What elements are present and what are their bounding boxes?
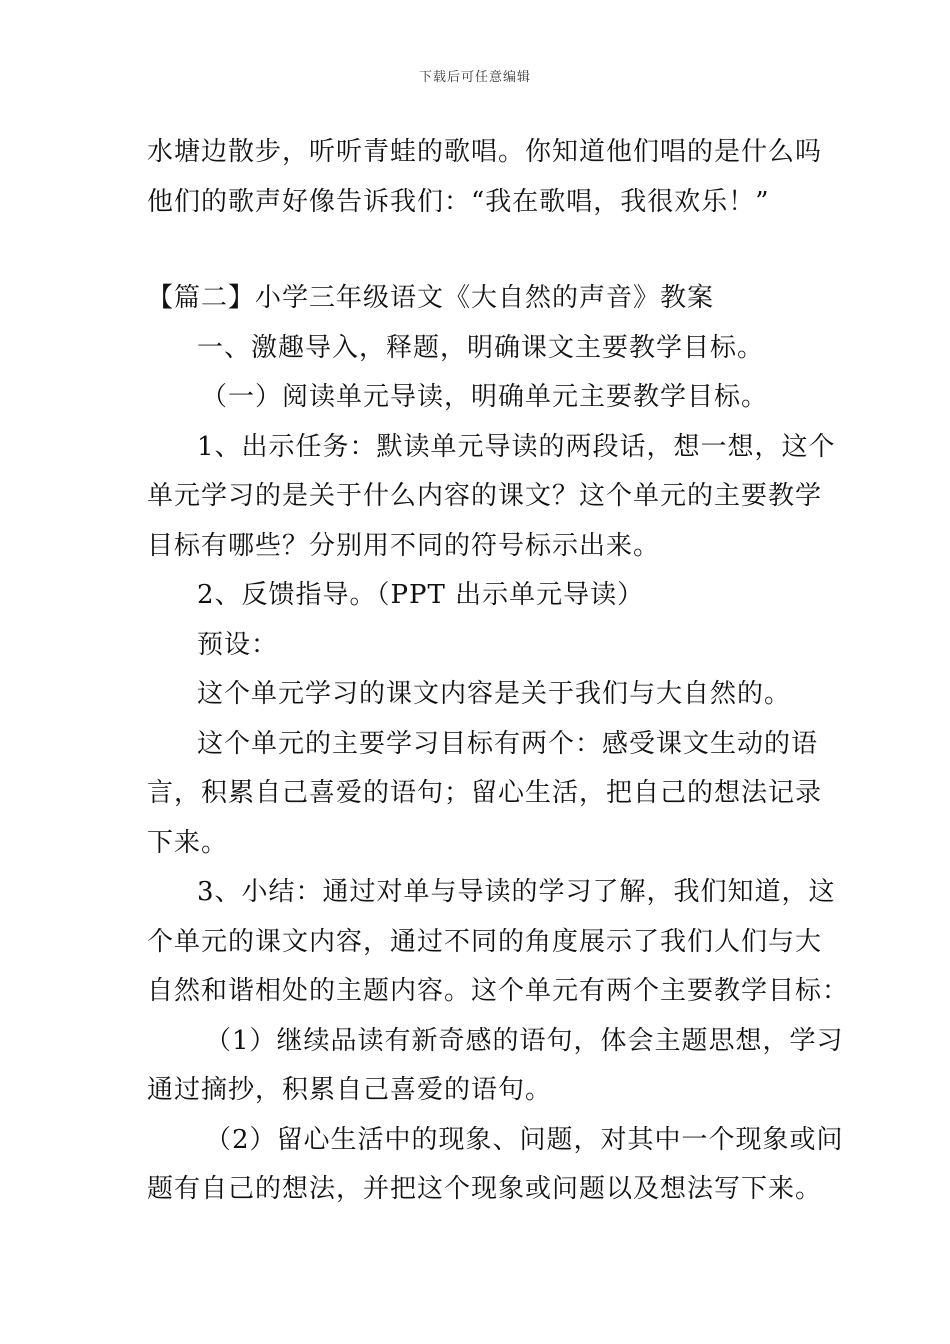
page-header: 下载后可任意编辑 [418, 70, 531, 85]
paragraph-line: 自然和谐相处的主题内容。这个单元有两个主要教学目标： [147, 976, 850, 1006]
section-title: 【篇二】小学三年级语文《大自然的声音》教案 [147, 283, 715, 313]
paragraph-line: 这个单元学习的课文内容是关于我们与大自然的。 [197, 679, 792, 709]
paragraph-line: 下来。 [147, 827, 229, 858]
paragraph-line: 1、出示任务：默读单元导读的两段话，想一想，这个 [197, 431, 836, 462]
paragraph-line: （一）阅读单元导读，明确单元主要教学目标。 [201, 382, 769, 412]
paragraph-line: 目标有哪些？分别用不同的符号标示出来。 [147, 530, 661, 561]
paragraph-line: 个单元的课文内容，通过不同的角度展示了我们人们与大 [147, 926, 823, 957]
paragraph-line: 2、反馈指导。（PPT 出示单元导读） [197, 580, 645, 610]
paragraph-line: 预设： [197, 629, 279, 660]
paragraph-line: （2）留心生活中的现象、问题，对其中一个现象或问 [205, 1124, 844, 1155]
paragraph-line: 这个单元的主要学习目标有两个：感受课文生动的语 [197, 728, 819, 759]
paragraph-line: （1）继续品读有新奇感的语句，体会主题思想，学习 [205, 1025, 844, 1056]
document-body [147, 128, 850, 1215]
paragraph-line: 他们的歌声好像告诉我们：“我在歌唱，我很欢乐！” [147, 186, 770, 217]
paragraph-line: 单元学习的是关于什么内容的课文？这个单元的主要教学 [147, 481, 823, 511]
paragraph-line: 水塘边散步，听听青蛙的歌唱。你知道他们唱的是什么吗 [147, 137, 823, 167]
paragraph-line: 3、小结：通过对单与导读的学习了解，我们知道，这 [197, 877, 836, 907]
paragraph-line: 一、激趣导入，释题，明确课文主要教学目标。 [197, 332, 765, 363]
paragraph-line: 题有自己的想法，并把这个现象或问题以及想法写下来。 [147, 1174, 823, 1204]
paragraph-line: 通过摘抄，积累自己喜爱的语句。 [147, 1075, 553, 1105]
paragraph-line: 言，积累自己喜爱的语句；留心生活，把自己的想法记录 [147, 778, 823, 808]
